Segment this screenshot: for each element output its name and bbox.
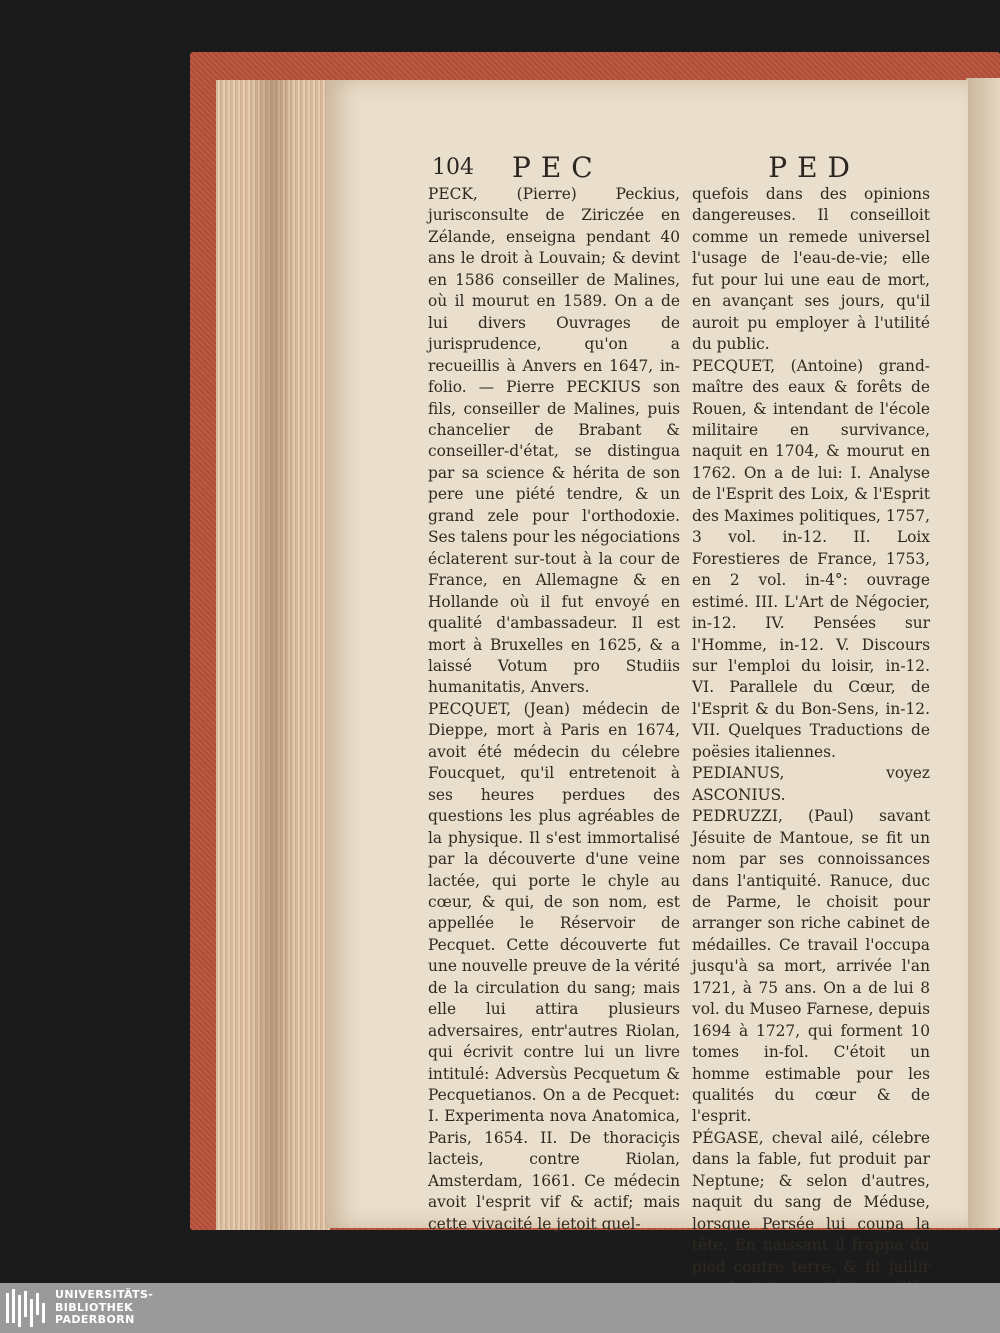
edge-shadow [250, 80, 295, 1230]
library-logo-icon [6, 1289, 46, 1327]
library-name-line: PADERBORN [55, 1313, 135, 1326]
facing-page-edge [966, 78, 1000, 1228]
running-head-right: PED [768, 151, 860, 184]
text-column-right [692, 184, 930, 1321]
library-footer [0, 1283, 1000, 1333]
library-name-line: BIBLIOTHEK [55, 1300, 134, 1314]
page-number: 104 [432, 155, 474, 180]
library-name [55, 1289, 153, 1327]
library-name-line: UNIVERSITÄTS- [55, 1288, 154, 1301]
page-header [432, 151, 930, 185]
text-column-left [428, 184, 680, 1235]
column-text: quefois dans des opinions dangereuses. Il conseilloit comme un remede universel l'usage de l'eau-de-vie; elle fut pour lui une eau de mort, en avançant ses jours, qu'il auroit pu employer à l'utilité du public. PECQUET, (Antoine) grand-maître des eaux & forêts de Rouen, & intendant de l'école militaire en survivance, naquit en 1704, & mourut en 1762. On a de lui: I. Analyse de l'Esprit des Loix, & l'Esprit des Maximes politiques, 1757, 3 vol. in-12. II. Loix Forestieres de France, 1753, en 2 vol. in-4°: ouvrage estimé. III. L'Art de Négocier, in-12. IV. Pensées sur l'Homme, in-12. V. Discours sur l'emploi du loisir, in-12. VI. Parallele du Cœur, de l'Esprit & du Bon-Sens, in-12. VII. Quelques Traductions de poësies italiennes. PEDIANUS, voyez ASCONIUS. PEDRUZZI, (Paul) savant Jésuite de Mantoue, se fit un nom par ses connoissances dans l'antiquité. Ranuce, duc de Parme, le choisit pour arranger son riche cabinet de médailles. Ce travail l'occupa jusqu'à sa mort, arrivée l'an 1721, à 75 ans. On a de lui 8 vol. du Museo Farnese, depuis 1694 à 1727, qui forment 10 tomes in-fol. C'étoit un homme estimable pour les qualités du cœur & de l'esprit. PÉGASE, cheval ailé, célebre dans la fable, fut produit par Neptune; & selon d'autres, naquit du sang de Méduse, lorsque Persée lui coupa la tête. En naissant il frappa du pied contre terre, & fit jaillir [692, 185, 930, 1276]
running-head-left: PEC [512, 151, 603, 184]
column-text: PECK, (Pierre) Peckius, jurisconsulte de Ziriczée en Zélande, enseigna pendant 40 ans le droit à Louvain; & devint en 1586 conseiller de Malines, où il mourut en 1589. On a de lui divers Ouvrages de jurisprudence, qu'on a recueillis à Anvers en 1647, in-folio. — Pierre PECKIUS son fils, conseiller de Malines, puis chancelier de Brabant & conseiller-d'état, se distingua par sa science & hérita de son pere une piété tendre, & un grand zele pour l'orthodoxie. Ses talens pour les négociations éclaterent sur-tout à la cour de France, en Allemagne & en Hollande où il fut envoyé en qualité d'ambassadeur. Il est mort à Bruxelles en 1625, & a laissé Votum pro Studiis humanitatis, Anvers. PECQUET, (Jean) médecin de Dieppe, mort à Paris en 1674, avoit été médecin du célebre Foucquet, qu'il entretenoit à ses heures perdues des questions les plus agréables de la physique. Il s'est immortalisé par la découverte d'une veine lactée, qui porte le chyle au cœur, & qui, de son nom, est appellée le Réservoir de Pecquet. Cette découverte fut une nouvelle preuve de la vérité de la circulation du sang; mais elle lui attira plusieurs adversaires, entr'autres Riolan, qui écrivit contre lui un livre intitulé: Adversùs Pecquetum & Pecquetianos. On a de Pecquet: I. Experimenta nova Anatomica, Paris, 1654. II. De thoraciçis lacteis, contre Riolan, Amsterdam, 1661. Ce médecin avoit l'esprit vif & actif; mais cette vivacité le jetoit quel- [428, 185, 680, 1233]
